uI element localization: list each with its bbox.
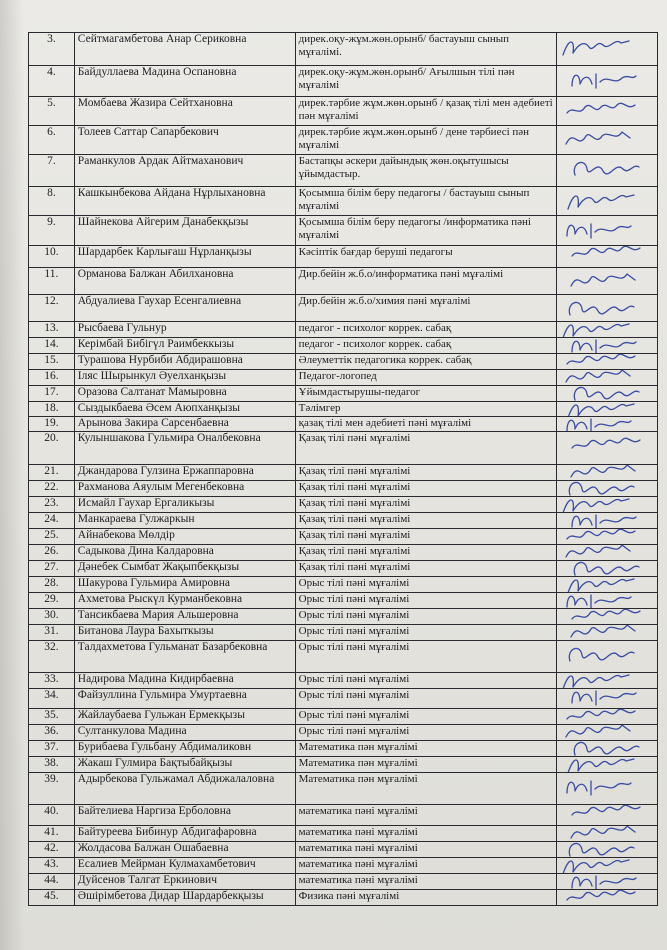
- row-number: 17.: [29, 386, 75, 402]
- row-number: 33.: [29, 673, 75, 689]
- staff-position: Физика пәні мұғалімі: [295, 890, 557, 906]
- handwritten-signature: [559, 773, 645, 805]
- table-row: [29, 322, 658, 338]
- signature-cell: [557, 465, 658, 481]
- row-number: 21.: [29, 465, 75, 481]
- handwritten-signature: [559, 338, 645, 354]
- staff-position: Педагог-логопед: [295, 370, 557, 386]
- staff-name: Джандарова Гулзина Ержаппаровна: [74, 465, 295, 481]
- handwritten-signature: [559, 246, 645, 268]
- row-number: 20.: [29, 432, 75, 465]
- table-row: [29, 155, 658, 187]
- handwritten-signature: [559, 513, 645, 529]
- signature-cell: [557, 338, 658, 354]
- staff-position: Орыс тілі пәні мұғалімі: [295, 641, 557, 673]
- staff-position: Математика пән мұғалімі: [295, 741, 557, 757]
- row-number: 31.: [29, 625, 75, 641]
- handwritten-signature: [559, 709, 645, 725]
- row-number: 25.: [29, 529, 75, 545]
- row-number: 45.: [29, 890, 75, 906]
- table-row: [29, 402, 658, 417]
- handwritten-signature: [559, 126, 645, 155]
- row-number: 43.: [29, 858, 75, 874]
- row-number: 19.: [29, 417, 75, 432]
- staff-position: Орыс тілі пәні мұғалімі: [295, 593, 557, 609]
- row-number: 41.: [29, 826, 75, 842]
- staff-name: Орманова Балжан Абилхановна: [74, 268, 295, 295]
- row-number: 22.: [29, 481, 75, 497]
- staff-name: Сыздыкбаева Әсем Аюпханқызы: [74, 402, 295, 417]
- staff-position: Орыс тілі пәні мұғалімі: [295, 709, 557, 725]
- staff-name: Надирова Мадина Кидирбаевна: [74, 673, 295, 689]
- staff-position: математика пәні мұғалімі: [295, 874, 557, 890]
- staff-position: Дир.бейін ж.б.о/информатика пәні мұғалімі: [295, 268, 557, 295]
- staff-position: математика пәні мұғалімі: [295, 826, 557, 842]
- signature-cell: [557, 709, 658, 725]
- table-row: [29, 33, 658, 66]
- signature-cell: [557, 481, 658, 497]
- handwritten-signature: [559, 66, 645, 97]
- row-number: 23.: [29, 497, 75, 513]
- handwritten-signature: [559, 874, 645, 890]
- staff-name: Айнабекова Мөлдір: [74, 529, 295, 545]
- table-row: [29, 741, 658, 757]
- table-row: [29, 725, 658, 741]
- staff-name: Кашкынбекова Айдана Нұрлыхановна: [74, 187, 295, 216]
- staff-name: Дәнебек Сымбат Жақыпбекқызы: [74, 561, 295, 577]
- table-row: [29, 709, 658, 725]
- row-number: 18.: [29, 402, 75, 417]
- handwritten-signature: [559, 561, 645, 577]
- staff-position: дирек.тәрбие жұм.жөн.орынб / қазақ тілі мен әдебиеті пән мұғалімі: [295, 97, 557, 126]
- handwritten-signature: [559, 529, 645, 545]
- staff-position: Математика пән мұғалімі: [295, 757, 557, 773]
- handwritten-signature: [559, 417, 645, 432]
- staff-position: Қосымша білім беру педагогы /информатика пәні мұғалімі: [295, 216, 557, 246]
- staff-name: Султанкулова Мадина: [74, 725, 295, 741]
- handwritten-signature: [559, 97, 645, 126]
- staff-position: дирек.оқу-жұм.жөн.орынб/ Ағылшын тілі пән мұғалімі: [295, 66, 557, 97]
- handwritten-signature: [559, 890, 645, 906]
- handwritten-signature: [559, 689, 645, 709]
- signature-cell: [557, 497, 658, 513]
- signature-cell: [557, 66, 658, 97]
- staff-position: Қазақ тілі пәні мұғалімі: [295, 545, 557, 561]
- row-number: 34.: [29, 689, 75, 709]
- handwritten-signature: [559, 295, 645, 322]
- signature-cell: [557, 187, 658, 216]
- staff-position: Орыс тілі пәні мұғалімі: [295, 609, 557, 625]
- staff-position: Орыс тілі пәні мұғалімі: [295, 625, 557, 641]
- table-row: [29, 858, 658, 874]
- handwritten-signature: [559, 805, 645, 826]
- table-row: [29, 295, 658, 322]
- table-row: [29, 757, 658, 773]
- row-number: 6.: [29, 126, 75, 155]
- handwritten-signature: [559, 354, 645, 370]
- table-row: [29, 609, 658, 625]
- signature-cell: [557, 155, 658, 187]
- row-number: 12.: [29, 295, 75, 322]
- row-number: 42.: [29, 842, 75, 858]
- row-number: 3.: [29, 33, 75, 66]
- table-row: [29, 97, 658, 126]
- signature-cell: [557, 773, 658, 805]
- table-row: [29, 689, 658, 709]
- row-number: 27.: [29, 561, 75, 577]
- staff-name: Бурибаева Гульбану Абдималиковн: [74, 741, 295, 757]
- staff-position: Қазақ тілі пәні мұғалімі: [295, 513, 557, 529]
- signature-cell: [557, 295, 658, 322]
- signature-cell: [557, 33, 658, 66]
- staff-name: Әшірімбетова Дидар Шардарбекқызы: [74, 890, 295, 906]
- staff-name: Байдуллаева Мадина Оспановна: [74, 66, 295, 97]
- table-row: [29, 890, 658, 906]
- staff-position: математика пәні мұғалімі: [295, 858, 557, 874]
- table-row: [29, 805, 658, 826]
- staff-name: Оразова Салтанат Мамыровна: [74, 386, 295, 402]
- staff-name: Раманкулов Ардак Айтмаханович: [74, 155, 295, 187]
- table-row: [29, 497, 658, 513]
- table-row: [29, 826, 658, 842]
- row-number: 40.: [29, 805, 75, 826]
- staff-name: Есалиев Мейрман Кулмахамбетович: [74, 858, 295, 874]
- signature-cell: [557, 322, 658, 338]
- staff-name: Рахманова Аяулым Мегенбековна: [74, 481, 295, 497]
- signature-cell: [557, 805, 658, 826]
- table-row: [29, 417, 658, 432]
- table-row: [29, 126, 658, 155]
- row-number: 29.: [29, 593, 75, 609]
- handwritten-signature: [559, 322, 645, 338]
- staff-position: Орыс тілі пәні мұғалімі: [295, 689, 557, 709]
- staff-name: Шайнекова Айгерим Данабекқызы: [74, 216, 295, 246]
- handwritten-signature: [559, 577, 645, 593]
- signature-cell: [557, 561, 658, 577]
- row-number: 28.: [29, 577, 75, 593]
- signature-cell: [557, 402, 658, 417]
- table-row: [29, 386, 658, 402]
- signature-cell: [557, 246, 658, 268]
- staff-name: Турашова Нурбиби Абдирашовна: [74, 354, 295, 370]
- table-row: [29, 481, 658, 497]
- staff-position: Кәсіптік бағдар беруші педагогы: [295, 246, 557, 268]
- row-number: 9.: [29, 216, 75, 246]
- table-row: [29, 625, 658, 641]
- staff-position: Дир.бейін ж.б.о/химия пәні мұғалімі: [295, 295, 557, 322]
- row-number: 39.: [29, 773, 75, 805]
- row-number: 24.: [29, 513, 75, 529]
- handwritten-signature: [559, 625, 645, 641]
- table-row: [29, 370, 658, 386]
- signature-cell: [557, 513, 658, 529]
- staff-name: Момбаева Жазира Сейтхановна: [74, 97, 295, 126]
- signature-cell: [557, 216, 658, 246]
- staff-position: Орыс тілі пәні мұғалімі: [295, 673, 557, 689]
- signature-cell: [557, 593, 658, 609]
- staff-name: Сейтмагамбетова Анар Сериковна: [74, 33, 295, 66]
- signature-cell: [557, 725, 658, 741]
- staff-name: Исмайл Гаухар Ергаликызы: [74, 497, 295, 513]
- staff-position: математика пәні мұғалімі: [295, 842, 557, 858]
- staff-name: Жайлаубаева Гульжан Ермекқызы: [74, 709, 295, 725]
- row-number: 32.: [29, 641, 75, 673]
- row-number: 4.: [29, 66, 75, 97]
- signature-cell: [557, 673, 658, 689]
- row-number: 13.: [29, 322, 75, 338]
- staff-position: дирек.оқу-жұм.жөн.орынб/ бастауыш сынып мұғалімі.: [295, 33, 557, 66]
- signature-cell: [557, 432, 658, 465]
- staff-position: Қазақ тілі пәні мұғалімі: [295, 465, 557, 481]
- handwritten-signature: [559, 741, 645, 757]
- staff-name: Керімбай Бибігүл Раимбеккызы: [74, 338, 295, 354]
- row-number: 35.: [29, 709, 75, 725]
- staff-position: Орыс тілі пәні мұғалімі: [295, 577, 557, 593]
- staff-name: Жакаш Гулмира Бақтыбайқызы: [74, 757, 295, 773]
- handwritten-signature: [559, 481, 645, 497]
- table-row: [29, 216, 658, 246]
- signature-cell: [557, 890, 658, 906]
- handwritten-signature: [559, 268, 645, 295]
- table-row: [29, 465, 658, 481]
- signature-cell: [557, 858, 658, 874]
- table-row: [29, 529, 658, 545]
- handwritten-signature: [559, 609, 645, 625]
- table-row: [29, 268, 658, 295]
- table-row: [29, 246, 658, 268]
- table-row: [29, 773, 658, 805]
- staff-position: педагог - психолог коррек. сабақ: [295, 338, 557, 354]
- table-row: [29, 513, 658, 529]
- handwritten-signature: [559, 757, 645, 773]
- signature-cell: [557, 577, 658, 593]
- table-row: [29, 545, 658, 561]
- staff-name: Дуйсенов Талгат Еркинович: [74, 874, 295, 890]
- staff-name: Ахметова Рыскүл Курманбековна: [74, 593, 295, 609]
- table-row: [29, 641, 658, 673]
- staff-position: Тәлімгер: [295, 402, 557, 417]
- signature-cell: [557, 97, 658, 126]
- signature-cell: [557, 625, 658, 641]
- signature-cell: [557, 370, 658, 386]
- handwritten-signature: [559, 432, 645, 465]
- staff-position: Қазақ тілі пәні мұғалімі: [295, 432, 557, 465]
- table-row: [29, 842, 658, 858]
- staff-name: Абдуалиева Гаухар Есенгалиевна: [74, 295, 295, 322]
- staff-position: математика пәні мұғалімі: [295, 805, 557, 826]
- signature-cell: [557, 874, 658, 890]
- staff-name: Толеев Саттар Сапарбекович: [74, 126, 295, 155]
- staff-name: Битанова Лаура Бахыткызы: [74, 625, 295, 641]
- table-row: [29, 354, 658, 370]
- staff-name: Садыкова Дина Калдаровна: [74, 545, 295, 561]
- staff-position: Ұйымдастырушы-педагог: [295, 386, 557, 402]
- row-number: 30.: [29, 609, 75, 625]
- row-number: 38.: [29, 757, 75, 773]
- staff-name: Жолдасова Балжан Ошабаевна: [74, 842, 295, 858]
- signature-cell: [557, 126, 658, 155]
- handwritten-signature: [559, 497, 645, 513]
- staff-name: Кулыншакова Гульмира Оналбековна: [74, 432, 295, 465]
- signature-cell: [557, 826, 658, 842]
- row-number: 26.: [29, 545, 75, 561]
- table-row: [29, 593, 658, 609]
- handwritten-signature: [559, 673, 645, 689]
- staff-position: Қосымша білім беру педагогы / бастауыш сынып мұғалімі: [295, 187, 557, 216]
- handwritten-signature: [559, 187, 645, 216]
- handwritten-signature: [559, 465, 645, 481]
- staff-name: Шакурова Гульмира Амировна: [74, 577, 295, 593]
- handwritten-signature: [559, 33, 645, 66]
- table-row: [29, 338, 658, 354]
- row-number: 37.: [29, 741, 75, 757]
- staff-name: Іляс Шырынкул Әуелханқызы: [74, 370, 295, 386]
- staff-position: Әлеуметтік педагогика коррек. сабақ: [295, 354, 557, 370]
- signature-cell: [557, 529, 658, 545]
- staff-name: Рысбаева Гульнур: [74, 322, 295, 338]
- row-number: 11.: [29, 268, 75, 295]
- staff-position: Қазақ тілі пәні мұғалімі: [295, 497, 557, 513]
- handwritten-signature: [559, 216, 645, 246]
- row-number: 10.: [29, 246, 75, 268]
- row-number: 5.: [29, 97, 75, 126]
- handwritten-signature: [559, 155, 645, 187]
- staff-position: Қазақ тілі пәні мұғалімі: [295, 481, 557, 497]
- signature-cell: [557, 842, 658, 858]
- staff-name: Арынова Закира Сарсенбаевна: [74, 417, 295, 432]
- row-number: 15.: [29, 354, 75, 370]
- handwritten-signature: [559, 370, 645, 386]
- table-body: [29, 33, 658, 906]
- handwritten-signature: [559, 826, 645, 842]
- page-edge-shadow: [0, 0, 24, 950]
- handwritten-signature: [559, 858, 645, 874]
- staff-position: Орыс тілі пәні мұғалімі: [295, 725, 557, 741]
- staff-name: Тансикбаева Мария Альшеровна: [74, 609, 295, 625]
- staff-name: Манкараева Гулжаркын: [74, 513, 295, 529]
- row-number: 36.: [29, 725, 75, 741]
- handwritten-signature: [559, 842, 645, 858]
- handwritten-signature: [559, 725, 645, 741]
- signature-cell: [557, 757, 658, 773]
- staff-position: қазақ тілі мен әдебиеті пәні мұғалімі: [295, 417, 557, 432]
- handwritten-signature: [559, 593, 645, 609]
- signature-cell: [557, 689, 658, 709]
- row-number: 16.: [29, 370, 75, 386]
- staff-name: Байтуреева Бибинур Абдигафаровна: [74, 826, 295, 842]
- handwritten-signature: [559, 386, 645, 402]
- handwritten-signature: [559, 641, 645, 673]
- handwritten-signature: [559, 545, 645, 561]
- staff-position: Бастапқы әскери дайындық жөн.оқытушысы ұйымдастыр.: [295, 155, 557, 187]
- staff-name: Адырбекова Гульжамал Абдижалаловна: [74, 773, 295, 805]
- signature-cell: [557, 386, 658, 402]
- staff-name: Файзуллина Гульмира Умуртаевна: [74, 689, 295, 709]
- signature-cell: [557, 354, 658, 370]
- row-number: 8.: [29, 187, 75, 216]
- staff-position: Қазақ тілі пәні мұғалімі: [295, 529, 557, 545]
- table-row: [29, 432, 658, 465]
- signature-cell: [557, 641, 658, 673]
- table-row: [29, 874, 658, 890]
- staff-position: дирек.тәрбие жұм.жөн.орынб / дене тәрбиесі пән мұғалімі: [295, 126, 557, 155]
- signature-cell: [557, 741, 658, 757]
- staff-signature-table: [28, 32, 658, 906]
- table-row: [29, 561, 658, 577]
- table-row: [29, 187, 658, 216]
- staff-name: Талдахметова Гульманат Базарбековна: [74, 641, 295, 673]
- signature-cell: [557, 609, 658, 625]
- handwritten-signature: [559, 402, 645, 417]
- staff-name: Шардарбек Карлығаш Нұрланқызы: [74, 246, 295, 268]
- table-row: [29, 577, 658, 593]
- staff-position: педагог - психолог коррек. сабақ: [295, 322, 557, 338]
- table-row: [29, 673, 658, 689]
- table-row: [29, 66, 658, 97]
- signature-cell: [557, 417, 658, 432]
- signature-cell: [557, 268, 658, 295]
- staff-name: Байтелиева Наргиза Ерболовна: [74, 805, 295, 826]
- staff-position: Қазақ тілі пәні мұғалімі: [295, 561, 557, 577]
- staff-position: Математика пән мұғалімі: [295, 773, 557, 805]
- row-number: 14.: [29, 338, 75, 354]
- row-number: 7.: [29, 155, 75, 187]
- signature-cell: [557, 545, 658, 561]
- row-number: 44.: [29, 874, 75, 890]
